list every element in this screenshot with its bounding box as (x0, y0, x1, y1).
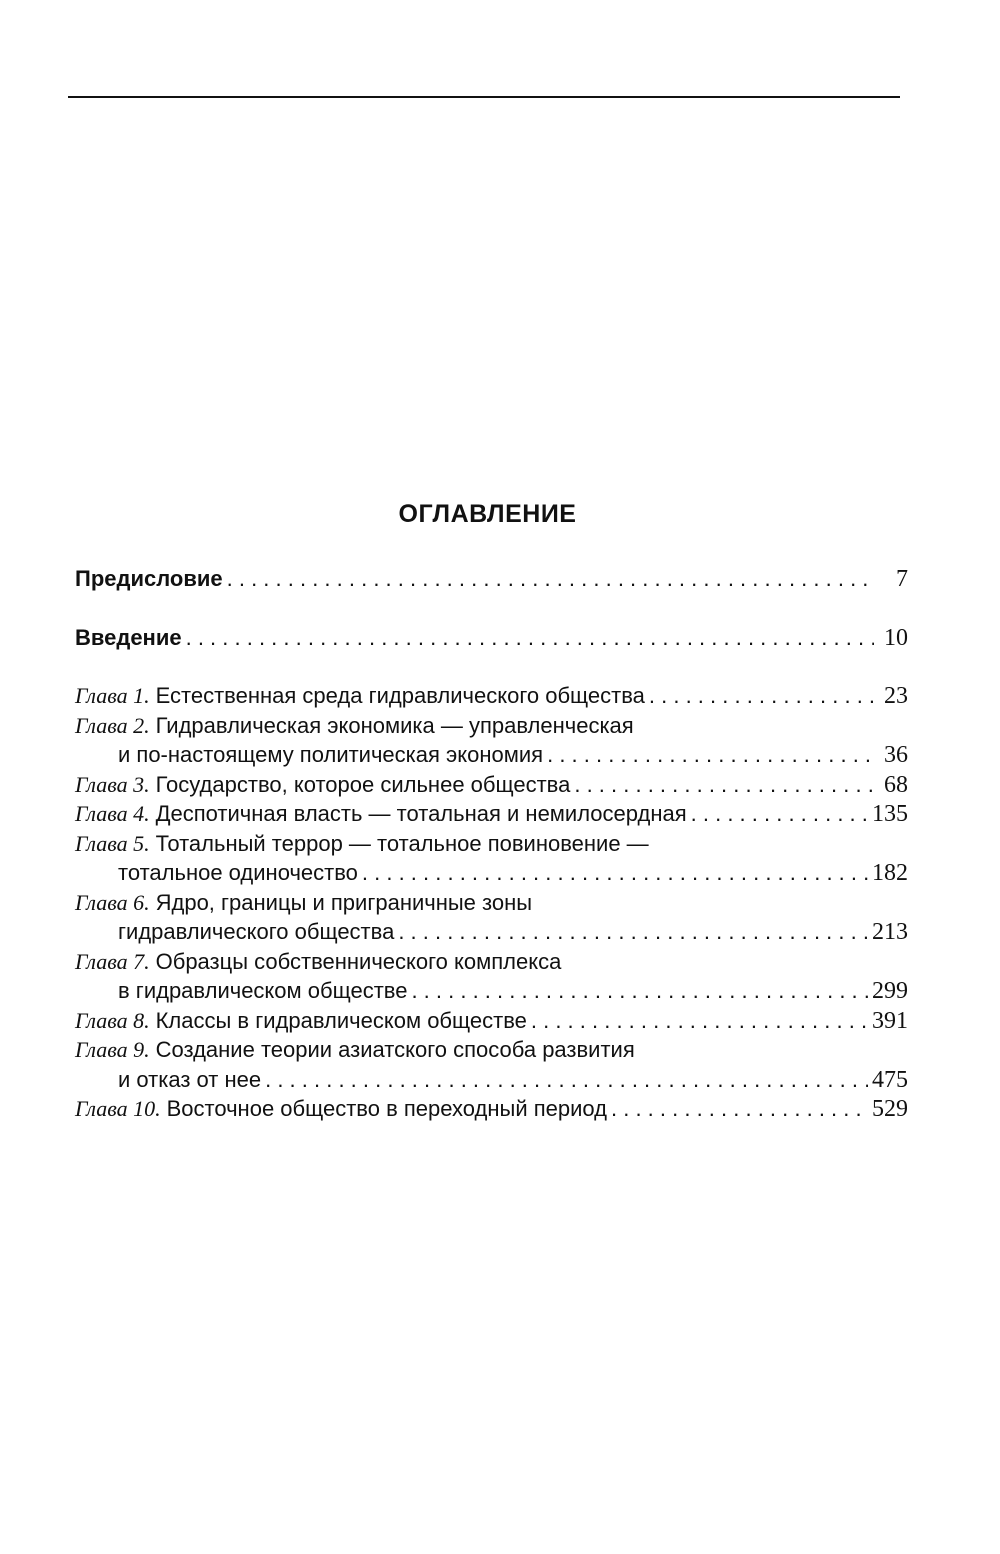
toc-entry-title: Тотальный террор — тотальное повиновение — (155, 830, 649, 856)
toc-entry-title: Государство, которое сильнее общества (155, 771, 571, 797)
dot-leader (611, 1094, 868, 1124)
toc-page-number: 529 (872, 1096, 908, 1122)
toc-entry-title: Классы в гидравлическом обществе (155, 1007, 527, 1033)
toc-entry-title: Введение (75, 624, 182, 650)
dot-leader (574, 770, 874, 800)
toc-page-number: 10 (884, 624, 908, 651)
toc-entry-chapter (75, 740, 908, 770)
toc-entry-front (75, 623, 908, 653)
toc-page-number: 213 (872, 919, 908, 945)
chapter-label: Глава 5. (75, 830, 150, 856)
toc-entry-chapter (75, 681, 908, 711)
chapter-label: Глава 8. (75, 1007, 150, 1033)
toc-entry-chapter (75, 1094, 908, 1124)
toc-page-number: 68 (884, 771, 908, 798)
chapter-label: Глава 7. (75, 948, 150, 974)
dot-leader (227, 564, 874, 594)
dot-leader (398, 917, 868, 947)
dot-leader (649, 681, 874, 711)
chapter-label: Глава 2. (75, 712, 150, 738)
chapter-label: Глава 3. (75, 771, 150, 797)
toc-entry-chapter (75, 1006, 908, 1036)
toc-entry-chapter (75, 917, 908, 947)
chapter-label: Глава 9. (75, 1037, 150, 1062)
chapter-label: Глава 4. (75, 801, 150, 826)
toc-page-number: 23 (884, 683, 908, 709)
page-title: ОГЛАВЛЕНИЕ (398, 500, 577, 528)
toc-entry-chapter (75, 829, 908, 859)
toc-entry-title: Предисловие (75, 566, 223, 591)
toc-entry-title: Естественная среда гидравлического общества (155, 683, 645, 708)
toc-entry-title: и по-настоящему политическая экономия (118, 742, 544, 767)
toc-entry-chapter (75, 799, 908, 829)
dot-leader (691, 799, 868, 829)
chapter-label: Глава 1. (75, 683, 150, 708)
dot-leader (531, 1006, 868, 1036)
spacer (75, 594, 908, 623)
toc-entry-title: Ядро, границы и приграничные зоны (155, 889, 533, 915)
toc-entry-title: Деспотичная власть — тотальная и немилосердная (155, 801, 687, 826)
toc-page-number: 135 (872, 801, 908, 827)
toc-entry-title: тотальное одиночество (118, 860, 358, 885)
toc-entry-title: Восточное общество в переходный период (166, 1096, 607, 1121)
toc-entry-chapter (75, 1065, 908, 1095)
toc-page-number: 7 (896, 566, 908, 592)
dot-leader (186, 623, 874, 653)
toc-page-number: 36 (884, 742, 908, 768)
toc-entry-title: Гидравлическая экономика — управленческая (155, 712, 634, 738)
toc-entry-chapter (75, 947, 908, 977)
toc-entry-title: гидравлического общества (118, 919, 395, 944)
header-rule (68, 96, 900, 98)
toc-entry-chapter (75, 711, 908, 741)
dot-leader (265, 1065, 868, 1095)
dot-leader (411, 976, 868, 1006)
toc-page-number: 475 (872, 1066, 908, 1093)
chapter-label: Глава 10. (75, 1096, 161, 1121)
toc-entry-chapter (75, 1035, 908, 1065)
spacer (75, 652, 908, 681)
dot-leader (362, 858, 868, 888)
chapter-label: Глава 6. (75, 889, 150, 915)
toc-entry-chapter (75, 770, 908, 800)
toc-entry-title: Образцы собственнического комплекса (155, 948, 562, 974)
toc-page-number: 391 (872, 1007, 908, 1034)
toc-entry-title: Создание теории азиатского способа развития (155, 1037, 635, 1062)
toc-entry-front (75, 564, 908, 594)
toc-entry-chapter (75, 858, 908, 888)
toc-entry-chapter (75, 976, 908, 1006)
table-of-contents (75, 564, 908, 1124)
toc-entry-title: и отказ от нее (118, 1066, 262, 1092)
dot-leader (547, 740, 874, 770)
toc-page-number: 182 (872, 860, 908, 886)
toc-entry-title: в гидравлическом обществе (118, 978, 408, 1003)
toc-entry-chapter (75, 888, 908, 918)
toc-page-number: 299 (872, 978, 908, 1004)
